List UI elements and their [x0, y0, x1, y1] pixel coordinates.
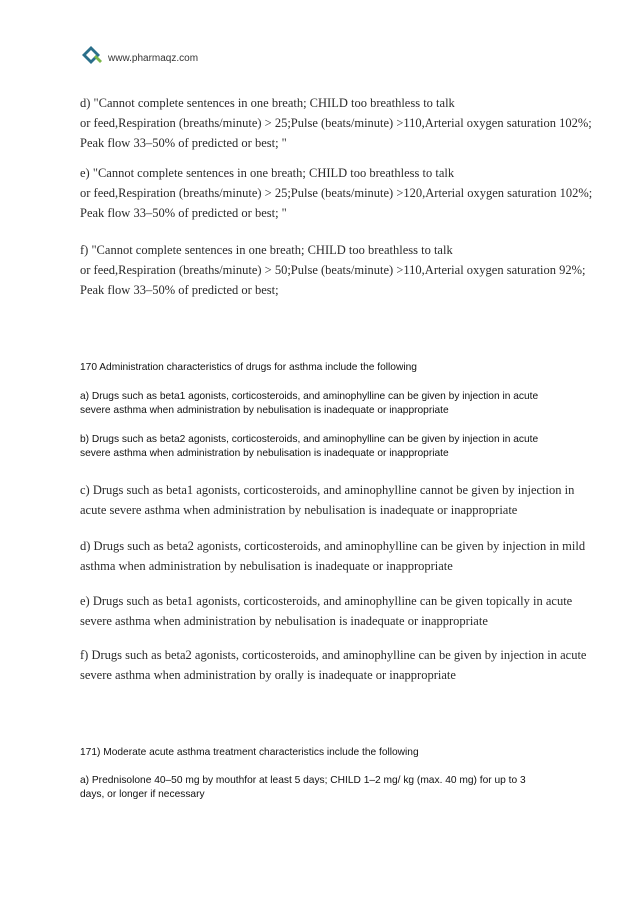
q170-option-a: [80, 390, 570, 418]
option-line: severe asthma when administration by nebulisation is inadequate or inappropriate: [80, 448, 449, 459]
option-line: days, or longer if necessary: [80, 789, 205, 800]
option-line: a) Prednisolone 40–50 mg by mouthfor at least 5 days; CHILD 1–2 mg/ kg (max. 40 mg) for up to 3: [80, 775, 526, 786]
option-line: Peak flow 33–50% of predicted or best;: [80, 283, 279, 297]
question-text: 171) Moderate acute asthma treatment characteristics include the following: [80, 747, 419, 758]
q171-question: [80, 746, 570, 760]
page-header: [80, 40, 198, 70]
pharmaqz-logo-icon: [80, 44, 102, 66]
option-line: d) "Cannot complete sentences in one breath; CHILD too breathless to talk: [80, 96, 455, 110]
option-line: Peak flow 33–50% of predicted or best; ": [80, 206, 287, 220]
option-line: acute severe asthma when administration by nebulisation is inadequate or inappropriate: [80, 503, 518, 517]
q170-option-d: [80, 536, 586, 576]
option-line: e) Drugs such as beta1 agonists, corticosteroids, and aminophylline can be given topically in acute: [80, 594, 573, 608]
q170-question: [80, 361, 570, 375]
option-line: severe asthma when administration by nebulisation is inadequate or inappropriate: [80, 614, 488, 628]
q169-option-d: [80, 93, 592, 153]
option-line: d) Drugs such as beta2 agonists, corticosteroids, and aminophylline can be given by injection in mild: [80, 539, 586, 553]
option-line: a) Drugs such as beta1 agonists, corticosteroids, and aminophylline can be given by injection in acute: [80, 391, 539, 402]
q169-option-e: [80, 163, 593, 223]
option-line: b) Drugs such as beta2 agonists, corticosteroids, and aminophylline can be given by injection in acute: [80, 434, 539, 445]
option-line: or feed,Respiration (breaths/minute) > 50;Pulse (beats/minute) >110,Arterial oxygen saturation 92%;: [80, 263, 586, 277]
option-line: Peak flow 33–50% of predicted or best; ": [80, 136, 287, 150]
option-line: c) Drugs such as beta1 agonists, corticosteroids, and aminophylline cannot be given by injection in: [80, 483, 575, 497]
option-line: asthma when administration by nebulisation is inadequate or inappropriate: [80, 559, 453, 573]
q170-option-e: [80, 591, 573, 631]
q170-option-c: [80, 480, 575, 520]
site-url[interactable]: www.pharmaqz.com: [108, 52, 199, 64]
q169-option-f: [80, 240, 586, 300]
option-line: or feed,Respiration (breaths/minute) > 25;Pulse (beats/minute) >120,Arterial oxygen saturation 102%;: [80, 186, 593, 200]
option-line: f) "Cannot complete sentences in one breath; CHILD too breathless to talk: [80, 243, 453, 257]
q170-option-b: [80, 433, 570, 461]
option-line: e) "Cannot complete sentences in one breath; CHILD too breathless to talk: [80, 166, 455, 180]
q171-option-a: [80, 774, 570, 802]
option-line: severe asthma when administration by nebulisation is inadequate or inappropriate: [80, 405, 449, 416]
q170-option-f: [80, 645, 587, 685]
option-line: or feed,Respiration (breaths/minute) > 25;Pulse (beats/minute) >110,Arterial oxygen saturation 102%;: [80, 116, 592, 130]
option-line: f) Drugs such as beta2 agonists, corticosteroids, and aminophylline can be given by injection in acute: [80, 648, 587, 662]
question-text: 170 Administration characteristics of drugs for asthma include the following: [80, 362, 417, 373]
option-line: severe asthma when administration by orally is inadequate or inappropriate: [80, 668, 456, 682]
